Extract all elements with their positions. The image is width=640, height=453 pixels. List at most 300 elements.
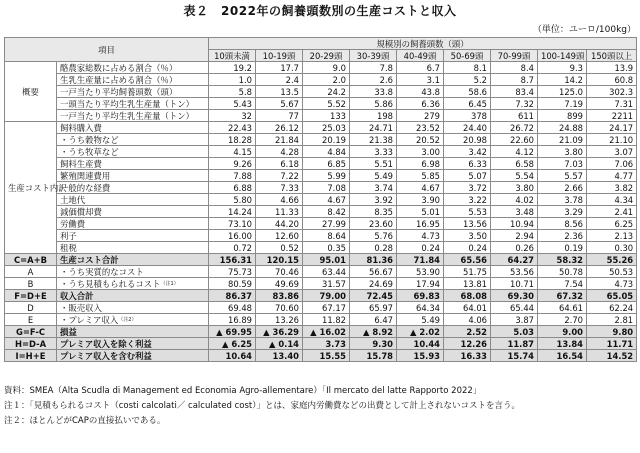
value-cell: 31.57 [303,278,350,290]
row-label [57,278,209,290]
value-cell: 5.53 [444,206,491,218]
value-cell: 13.40 [256,350,303,362]
value-cell: 9.3 [538,62,587,74]
row-label-text: 一般的な経費 [60,182,111,193]
footnotes [4,384,636,429]
value-cell: 70.46 [256,266,303,278]
value-cell: 2211 [587,110,637,122]
value-cell: 0.52 [256,242,303,254]
value-cell: 5.67 [256,98,303,110]
value-cell: 24.71 [350,122,397,134]
value-cell: 4.15 [209,146,256,158]
value-cell: 13.81 [444,278,491,290]
value-cell: 50.53 [587,266,637,278]
table-row [5,338,637,350]
value-cell: 58.6 [444,86,491,98]
row-label [57,86,209,98]
value-cell: 9.80 [587,326,637,338]
value-cell: 58.32 [538,254,587,266]
value-cell: 64.27 [491,254,538,266]
row-label [57,254,209,266]
value-cell: 302.3 [587,86,637,98]
table-row [5,254,637,266]
unit-label: （単位：ユーロ/100kg） [532,25,636,35]
value-cell: 77 [256,110,303,122]
value-cell: 12.26 [444,338,491,350]
value-cell: 16.89 [209,314,256,326]
value-cell: ▲ 0.14 [256,338,303,350]
value-cell: 56.67 [350,266,397,278]
value-cell: 6.58 [491,158,538,170]
value-cell: 17.94 [397,278,444,290]
value-cell: 15.93 [397,350,444,362]
header-col: 70-99頭 [491,50,538,62]
value-cell: 3.74 [350,182,397,194]
value-cell: 67.17 [303,302,350,314]
table-row [5,230,637,242]
value-cell: 0.72 [209,242,256,254]
row-label [57,218,209,230]
header-col: 10-19頭 [256,50,303,62]
value-cell: 68.08 [444,290,491,302]
value-cell: 1.0 [209,74,256,86]
value-cell: 13.5 [256,86,303,98]
row-label-text: 損益 [60,326,77,337]
value-cell: 4.67 [303,194,350,206]
row-label [57,194,209,206]
value-cell: 3.80 [538,146,587,158]
footnote-marker: （注1） [160,280,179,287]
value-cell: 3.00 [397,146,444,158]
row-code: B [5,278,57,290]
table-row [5,134,637,146]
footnote-marker: （注2） [118,316,137,323]
value-cell: 2.94 [491,230,538,242]
value-cell: 24.69 [350,278,397,290]
value-cell: 9.0 [303,62,350,74]
value-cell: 2.81 [587,314,637,326]
row-label-text: 土地代 [60,194,86,205]
value-cell: 5.99 [303,170,350,182]
value-cell: 15.74 [491,350,538,362]
value-cell: 22.43 [209,122,256,134]
value-cell: 279 [397,110,444,122]
value-cell: 4.77 [587,170,637,182]
value-cell: 2.6 [350,74,397,86]
value-cell: 125.0 [538,86,587,98]
row-label-text: ・うち牧草など [60,146,119,157]
value-cell: 2.52 [444,326,491,338]
header-col: 30-39頭 [350,50,397,62]
value-cell: 7.03 [538,158,587,170]
value-cell: 0.35 [303,242,350,254]
value-cell: 156.31 [209,254,256,266]
header-col: 40-49頭 [397,50,444,62]
value-cell: 3.48 [491,206,538,218]
value-cell: 5.07 [444,170,491,182]
value-cell: 14.24 [209,206,256,218]
value-cell: 3.82 [587,182,637,194]
value-cell: 5.43 [209,98,256,110]
value-cell: 3.50 [444,230,491,242]
value-cell: 6.33 [444,158,491,170]
value-cell: 6.36 [397,98,444,110]
value-cell: 55.26 [587,254,637,266]
value-cell: 60.8 [587,74,637,86]
value-cell: ▲ 8.92 [350,326,397,338]
value-cell: 7.08 [303,182,350,194]
row-label [57,134,209,146]
row-label-text: ・販売収入 [60,302,102,313]
value-cell: 27.99 [303,218,350,230]
row-label [57,146,209,158]
value-cell: 7.31 [587,98,637,110]
value-cell: 4.06 [444,314,491,326]
table-row [5,206,637,218]
value-cell: 24.88 [538,122,587,134]
value-cell: 4.02 [491,194,538,206]
value-cell: ▲ 6.25 [209,338,256,350]
value-cell: 12.60 [256,230,303,242]
value-cell: 7.8 [350,62,397,74]
value-cell: 5.49 [397,314,444,326]
row-code: D [5,302,57,314]
value-cell: 69.83 [397,290,444,302]
value-cell: 5.52 [303,98,350,110]
value-cell: 9.26 [209,158,256,170]
table-row [5,350,637,362]
table-row [5,74,637,86]
value-cell: 80.59 [209,278,256,290]
header-scale: 規模別の飼養頭数（頭） [209,38,637,50]
row-label [57,242,209,254]
value-cell: 4.84 [303,146,350,158]
row-label [57,338,209,350]
value-cell: 8.4 [491,62,538,74]
value-cell: 63.44 [303,266,350,278]
value-cell: 2.41 [587,206,637,218]
value-cell: 16.95 [397,218,444,230]
value-cell: 6.18 [256,158,303,170]
value-cell: 14.52 [587,350,637,362]
value-cell: 43.8 [397,86,444,98]
value-cell: 7.06 [587,158,637,170]
value-cell: 5.86 [350,98,397,110]
header-item: 項目 [5,38,209,62]
value-cell: 3.42 [444,146,491,158]
row-code: A [5,266,57,278]
value-cell: 5.2 [444,74,491,86]
value-cell: 3.73 [303,338,350,350]
header-col: 150頭以上 [587,50,637,62]
row-label [57,122,209,134]
value-cell: 5.49 [350,170,397,182]
table-body [5,38,637,362]
value-cell: 83.4 [491,86,538,98]
row-label-text: ・うち見積もられるコスト [60,278,161,289]
note-2: 注２：ほとんどがCAPの直接払いである。 [4,416,166,426]
row-label-text: ・プレミア収入 [60,314,119,325]
value-cell: 21.09 [538,134,587,146]
value-cell: 5.57 [538,170,587,182]
value-cell: ▲ 36.29 [256,326,303,338]
cost-income-table [4,37,637,362]
value-cell: 24.2 [303,86,350,98]
value-cell: 8.56 [538,218,587,230]
header-col: 50-69頭 [444,50,491,62]
value-cell: 16.00 [209,230,256,242]
value-cell: 22.60 [491,134,538,146]
value-cell: 23.60 [350,218,397,230]
row-label [57,110,209,122]
value-cell: 20.19 [303,134,350,146]
value-cell: 3.1 [397,74,444,86]
value-cell: 81.36 [350,254,397,266]
value-cell: 8.42 [303,206,350,218]
table-row [5,62,637,74]
value-cell: 26.12 [256,122,303,134]
row-label-text: 一戸当たり平均生乳生産量（トン） [60,110,194,121]
value-cell: 32 [209,110,256,122]
row-code: G=F-C [5,326,57,338]
value-cell: 0.30 [587,242,637,254]
row-label-text: 飼料生産費 [60,158,102,169]
value-cell: 83.86 [256,290,303,302]
value-cell: 67.32 [538,290,587,302]
row-code: F=D+E [5,290,57,302]
value-cell: 71.84 [397,254,444,266]
value-cell: 4.28 [256,146,303,158]
value-cell: 86.37 [209,290,256,302]
table-row [5,110,637,122]
table-row [5,86,637,98]
value-cell: 79.00 [303,290,350,302]
value-cell: 53.90 [397,266,444,278]
value-cell: 5.76 [350,230,397,242]
value-cell: 9.00 [538,326,587,338]
value-cell: 5.54 [491,170,538,182]
value-cell: 6.25 [587,218,637,230]
group-cost-breakdown: 生産コスト内訳 [5,122,57,254]
header-col: 20-29頭 [303,50,350,62]
value-cell: 3.87 [491,314,538,326]
value-cell: 10.71 [491,278,538,290]
value-cell: 64.01 [444,302,491,314]
value-cell: 6.47 [350,314,397,326]
value-cell: 70.60 [256,302,303,314]
value-cell: 3.29 [538,206,587,218]
table-row [5,278,637,290]
value-cell: 2.4 [256,74,303,86]
table-row [5,314,637,326]
value-cell: 0.28 [350,242,397,254]
value-cell: ▲ 2.02 [397,326,444,338]
row-label-text: 生産コスト合計 [60,254,119,265]
value-cell: 6.45 [444,98,491,110]
value-cell: 2.0 [303,74,350,86]
value-cell: 6.98 [397,158,444,170]
table-row [5,146,637,158]
table-row [5,266,637,278]
header-row-1 [5,38,637,50]
value-cell: 20.98 [444,134,491,146]
row-label-text: 繁殖関連費用 [60,170,111,181]
row-code: C=A+B [5,254,57,266]
row-label [57,266,209,278]
value-cell: 44.20 [256,218,303,230]
value-cell: 13.84 [538,338,587,350]
value-cell: 7.32 [491,98,538,110]
value-cell: 5.85 [397,170,444,182]
value-cell: 64.34 [397,302,444,314]
value-cell: 3.07 [587,146,637,158]
row-label [57,206,209,218]
value-cell: 4.34 [587,194,637,206]
value-cell: 11.87 [491,338,538,350]
value-cell: 15.55 [303,350,350,362]
value-cell: 0.24 [444,242,491,254]
row-label [57,98,209,110]
group-overview: 概要 [5,62,57,122]
table-row [5,194,637,206]
value-cell: 5.8 [209,86,256,98]
table-row [5,122,637,134]
value-cell: 72.45 [350,290,397,302]
row-label-text: 一頭当たり平均生乳生産量（トン） [60,98,194,109]
value-cell: 5.51 [350,158,397,170]
value-cell: 3.72 [444,182,491,194]
value-cell: 17.7 [256,62,303,74]
value-cell: 2.36 [538,230,587,242]
value-cell: 10.64 [209,350,256,362]
value-cell: 65.56 [444,254,491,266]
value-cell: 8.64 [303,230,350,242]
value-cell: 7.33 [256,182,303,194]
row-code: H=D-A [5,338,57,350]
table-row [5,170,637,182]
value-cell: 120.15 [256,254,303,266]
row-label [57,326,209,338]
value-cell: 7.22 [256,170,303,182]
header-col: 100-149頭 [538,50,587,62]
note-1: 注１：「見積もられるコスト（costi calcolati／ calculated cost）」とは、家庭内労働費などの出費として計上されないコストを言う。 [4,401,520,411]
value-cell: 62.24 [587,302,637,314]
value-cell: 2.13 [587,230,637,242]
value-cell: 69.48 [209,302,256,314]
value-cell: 8.7 [491,74,538,86]
row-label-text: 減価償却費 [60,206,102,217]
value-cell: 65.05 [587,290,637,302]
table-row [5,302,637,314]
value-cell: 378 [444,110,491,122]
value-cell: 18.28 [209,134,256,146]
row-label [57,170,209,182]
value-cell: 13.9 [587,62,637,74]
value-cell: 19.2 [209,62,256,74]
row-label-text: 一戸当たり平均飼養頭数（頭） [60,86,178,97]
value-cell: 75.73 [209,266,256,278]
value-cell: 13.56 [444,218,491,230]
value-cell: 16.33 [444,350,491,362]
value-cell: ▲ 16.02 [303,326,350,338]
value-cell: 11.71 [587,338,637,350]
value-cell: 0.24 [397,242,444,254]
row-label [57,182,209,194]
value-cell: 95.01 [303,254,350,266]
table-row [5,218,637,230]
value-cell: 3.92 [350,194,397,206]
value-cell: 0.19 [538,242,587,254]
value-cell: 9.30 [350,338,397,350]
header-col: 10頭未満 [209,50,256,62]
value-cell: 6.7 [397,62,444,74]
row-label-text: プレミア収入を含む利益 [60,350,152,361]
value-cell: 13.26 [256,314,303,326]
value-cell: 8.35 [350,206,397,218]
value-cell: 2.70 [538,314,587,326]
row-code: I=H+E [5,350,57,362]
value-cell: 4.12 [491,146,538,158]
value-cell: 50.78 [538,266,587,278]
row-label-text: 飼料購入費 [60,122,102,133]
value-cell: 0.26 [491,242,538,254]
value-cell: 15.78 [350,350,397,362]
value-cell: 24.40 [444,122,491,134]
row-label-text: 労働費 [60,218,86,229]
row-label-text: 生乳生産量に占める割合（％） [60,74,178,85]
value-cell: 24.17 [587,122,637,134]
value-cell: 4.73 [397,230,444,242]
value-cell: 8.1 [444,62,491,74]
value-cell: 3.22 [444,194,491,206]
value-cell: 21.84 [256,134,303,146]
value-cell: 611 [491,110,538,122]
value-cell: 133 [303,110,350,122]
value-cell: 198 [350,110,397,122]
value-cell: 3.78 [538,194,587,206]
source-note: 資料：SMEA（Alta Scudla di Management ed Economia Agro-allementare）「Il mercato del latte Rapporto 2022」 [4,386,482,396]
value-cell: 65.97 [350,302,397,314]
row-label-text: ・うち実質的なコスト [60,266,144,277]
row-label [57,302,209,314]
row-label [57,230,209,242]
value-cell: 5.80 [209,194,256,206]
value-cell: 11.82 [303,314,350,326]
value-cell: 33.8 [350,86,397,98]
value-cell: 10.44 [397,338,444,350]
value-cell: 2.66 [538,182,587,194]
value-cell: 73.10 [209,218,256,230]
value-cell: 14.2 [538,74,587,86]
value-cell: 65.44 [491,302,538,314]
row-label [57,350,209,362]
row-label-text: 利子 [60,230,77,241]
value-cell: 69.30 [491,290,538,302]
row-label [57,158,209,170]
value-cell: 5.01 [397,206,444,218]
value-cell: 7.19 [538,98,587,110]
table-row [5,158,637,170]
value-cell: 7.88 [209,170,256,182]
value-cell: 49.69 [256,278,303,290]
value-cell: 3.90 [397,194,444,206]
value-cell: ▲ 69.95 [209,326,256,338]
value-cell: 25.03 [303,122,350,134]
row-label-text: 収入合計 [60,290,94,301]
row-label-text: 酪農家総数に占める割合（％） [60,62,178,73]
value-cell: 64.61 [538,302,587,314]
value-cell: 21.10 [587,134,637,146]
